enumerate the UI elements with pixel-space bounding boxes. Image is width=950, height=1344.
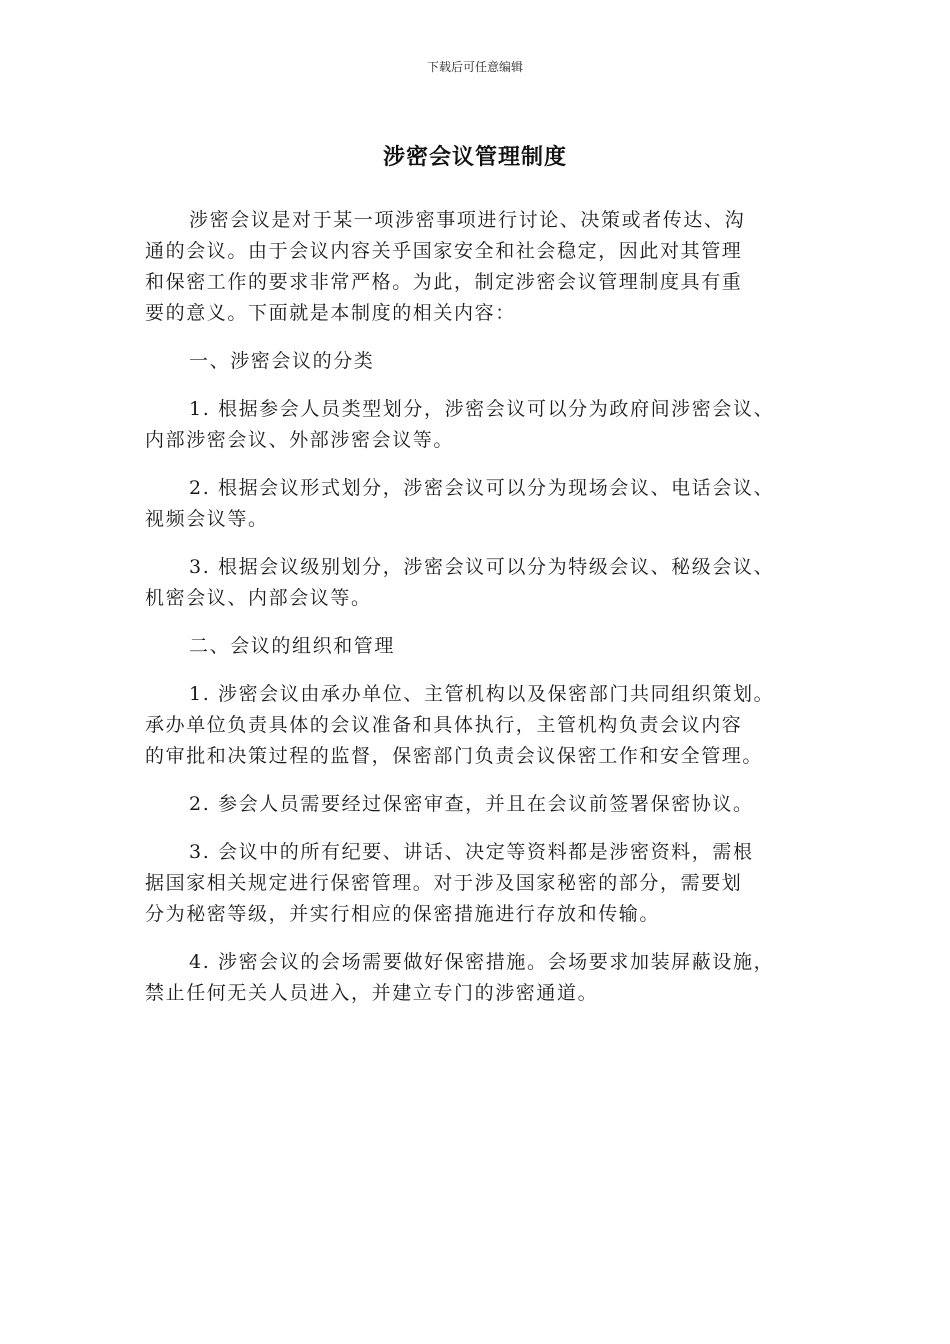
text-line: 要的意义。下面就是本制度的相关内容： <box>145 302 516 324</box>
text-line: 3. 会议中的所有纪要、讲话、决定等资料都是涉密资料，需根 <box>189 841 754 863</box>
document-title: 涉密会议管理制度 <box>382 145 567 170</box>
text-line: 的审批和决策过程的监督，保密部门负责会议保密工作和安全管理。 <box>145 745 764 767</box>
text-line: 禁止任何无关人员进入，并建立专门的涉密通道。 <box>145 982 599 1004</box>
text-line: 一、涉密会议的分类 <box>189 350 375 372</box>
text-line: 3. 根据会议级别划分，涉密会议可以分为特级会议、秘级会议、 <box>189 556 775 578</box>
list-item-1 <box>145 394 825 456</box>
text-line: 1. 涉密会议由承办单位、主管机构以及保密部门共同组织策划。 <box>189 683 775 705</box>
list-item-3 <box>145 552 825 614</box>
text-line: 1. 根据参会人员类型划分，涉密会议可以分为政府间涉密会议、 <box>189 398 775 420</box>
list-item-3 <box>145 837 825 930</box>
header-note: 下载后可任意编辑 <box>426 60 523 74</box>
text-line: 2. 参会人员需要经过保密审查，并且在会议前签署保密协议。 <box>189 793 754 815</box>
text-line: 2. 根据会议形式划分，涉密会议可以分为现场会议、电话会议、 <box>189 477 775 499</box>
list-item-2 <box>145 789 825 820</box>
document-body <box>145 205 825 1026</box>
text-line: 据国家相关规定进行保密管理。对于涉及国家秘密的部分，需要划 <box>145 872 743 894</box>
text-line: 机密会议、内部会议等。 <box>145 587 372 609</box>
text-line: 视频会议等。 <box>145 508 269 530</box>
list-item-4 <box>145 947 825 1009</box>
section-heading-organization <box>145 631 825 662</box>
text-line: 4. 涉密会议的会场需要做好保密措施。会场要求加装屏蔽设施， <box>189 951 775 973</box>
paragraph-intro <box>145 205 825 329</box>
text-line: 承办单位负责具体的会议准备和具体执行，主管机构负责会议内容 <box>145 714 743 736</box>
list-item-1 <box>145 679 825 772</box>
text-line: 通的会议。由于会议内容关乎国家安全和社会稳定，因此对其管理 <box>145 240 743 262</box>
text-line: 分为秘密等级，并实行相应的保密措施进行存放和传输。 <box>145 903 661 925</box>
text-line: 和保密工作的要求非常严格。为此，制定涉密会议管理制度具有重 <box>145 271 743 293</box>
list-item-2 <box>145 473 825 535</box>
text-line: 涉密会议是对于某一项涉密事项进行讨论、决策或者传达、沟 <box>189 209 746 231</box>
text-line: 内部涉密会议、外部涉密会议等。 <box>145 429 455 451</box>
text-line: 二、会议的组织和管理 <box>189 635 396 657</box>
section-heading-classification <box>145 346 825 377</box>
